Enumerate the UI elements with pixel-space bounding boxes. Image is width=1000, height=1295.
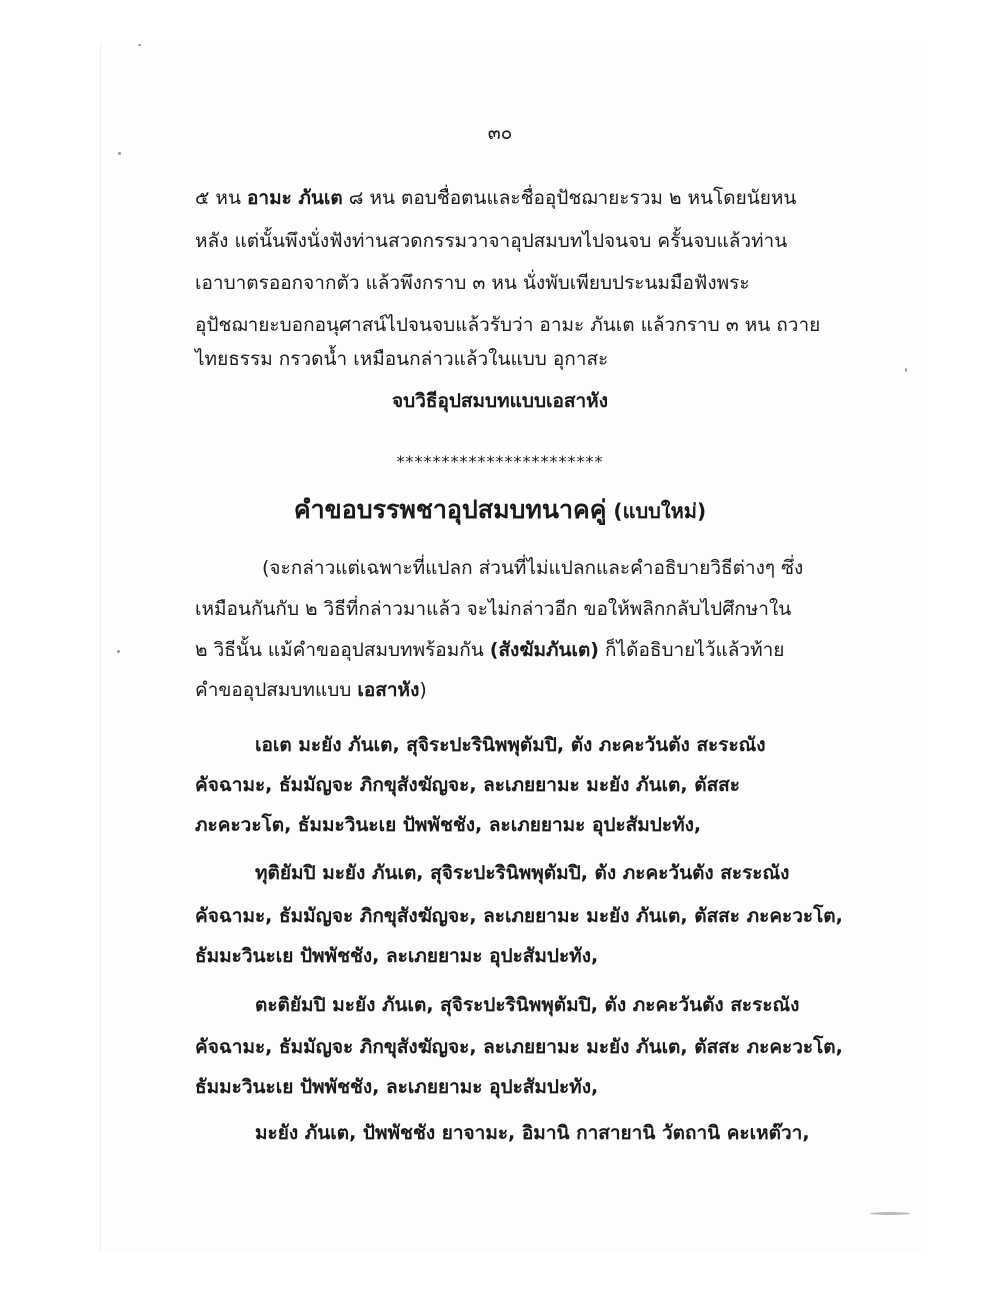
chant2-line-3: ธัมมะวินะเย ปัพพัชชัง, ละเภยยามะ อุปะสัมปะทัง, (195, 945, 599, 967)
para2-line-2: เหมือนกันกับ ๒ วิธีที่กล่าวมาแล้ว จะไม่กล่าวอีก ขอให้พลิกกลับไปศึกษาใน (195, 598, 792, 620)
text-run: ๒ วิธีนั้น แม้คำขออุปสมบทพร้อมกัน (195, 639, 490, 661)
section-end-title: จบวิธีอุปสมบทแบบเอสาหัง (392, 390, 608, 412)
scan-speck (138, 44, 141, 46)
chant2-line-2: คัจฉามะ, ธัมมัญจะ ภิกขุสังฆัญจะ, ละเภยยามะ มะยัง ภันเต, ตัสสะ ภะคะวะโต, (195, 905, 843, 927)
text-run: ) (419, 679, 427, 701)
para1-line-4: อุปัชฌายะบอกอนุศาสน์ไปจนจบแล้วรับว่า อามะ ภันเต แล้วกราบ ๓ หน ถวาย (195, 314, 821, 336)
chant1-line-3: ภะคะวะโต, ธัมมะวินะเย ปัพพัชชัง, ละเภยยามะ อุปะสัมปะทัง, (195, 814, 702, 836)
chant2-line-1: ทุติยัมปิ มะยัง ภันเต, สุจิระปะรินิพพุตัมปิ, ตัง ภะคะวันตัง สะระณัง (255, 862, 790, 884)
chant3-line-3: ธัมมะวินะเย ปัพพัชชัง, ละเภยยามะ อุปะสัมปะทัง, (195, 1076, 599, 1098)
para2-line-1: (จะกล่าวแต่เฉพาะที่แปลก ส่วนที่ไม่แปลกและคำอธิบายวิธีต่างๆ ซึ่ง (262, 557, 804, 579)
scan-speck (905, 368, 907, 372)
bold-term: เอสาหัง (357, 679, 420, 701)
page-number: ๓๐ (487, 122, 513, 144)
para1-line-3: เอาบาตรออกจากตัว แล้วพึงกราบ ๓ หน นั่งพับเพียบประนมมือฟังพระ (195, 272, 750, 294)
text-run: คำขออุปสมบทแบบ (195, 679, 358, 701)
chant3-line-1: ตะติยัมปิ มะยัง ภันเต, สุจิระปะรินิพพุตัมปิ, ตัง ภะคะวันตัง สะระณัง (255, 994, 800, 1016)
chant1-line-2: คัจฉามะ, ธัมมัญจะ ภิกขุสังฆัญจะ, ละเภยยามะ มะยัง ภันเต, ตัสสะ (195, 774, 740, 796)
text-run: ๕ หน (195, 187, 247, 209)
text-run: ๘ หน ตอบชื่อตนและชื่ออุปัชฌายะรวม ๒ หนโดยนัยหน (342, 187, 797, 209)
section-heading (0, 490, 1000, 530)
chant3-line-2: คัจฉามะ, ธัมมัญจะ ภิกขุสังฆัญจะ, ละเภยยามะ มะยัง ภันเต, ตัสสะ ภะคะวะโต, (195, 1036, 843, 1058)
text-run: ก็ได้อธิบายไว้แล้วท้าย (599, 639, 785, 661)
scan-speck (118, 152, 121, 155)
para2-line-3 (195, 635, 815, 665)
chant4-line-1: มะยัง ภันเต, ปัพพัชชัง ยาจามะ, อิมานิ กาสายานิ วัตถานิ คะเหต๊วา, (255, 1122, 810, 1144)
bold-term: อามะ ภันเต (246, 187, 343, 209)
heading-sub: (แบบใหม่) (606, 499, 707, 523)
chant1-line-1: เอเต มะยัง ภันเต, สุจิระปะรินิพพุตัมปิ, ตัง ภะคะวันตัง สะระณัง (255, 734, 766, 756)
heading-main: คำขอบรรพชาอุปสมบทนาคคู่ (293, 495, 607, 524)
para1-line-2: หลัง แต่นั้นพึงนั่งฟังท่านสวดกรรมวาจาอุปสมบทไปจนจบ ครั้นจบแล้วท่าน (195, 230, 788, 252)
para1-line-5: ไทยธรรม กรวดน้ำ เหมือนกล่าวแล้วในแบบ อุกาสะ (195, 348, 609, 370)
para1-line-1 (195, 183, 815, 213)
para2-line-4 (195, 675, 815, 705)
scan-speck (870, 1212, 910, 1215)
bold-term: (สังฆัมภันเต) (489, 639, 599, 661)
scan-speck (117, 650, 120, 653)
separator-stars: *********************** (396, 452, 604, 471)
